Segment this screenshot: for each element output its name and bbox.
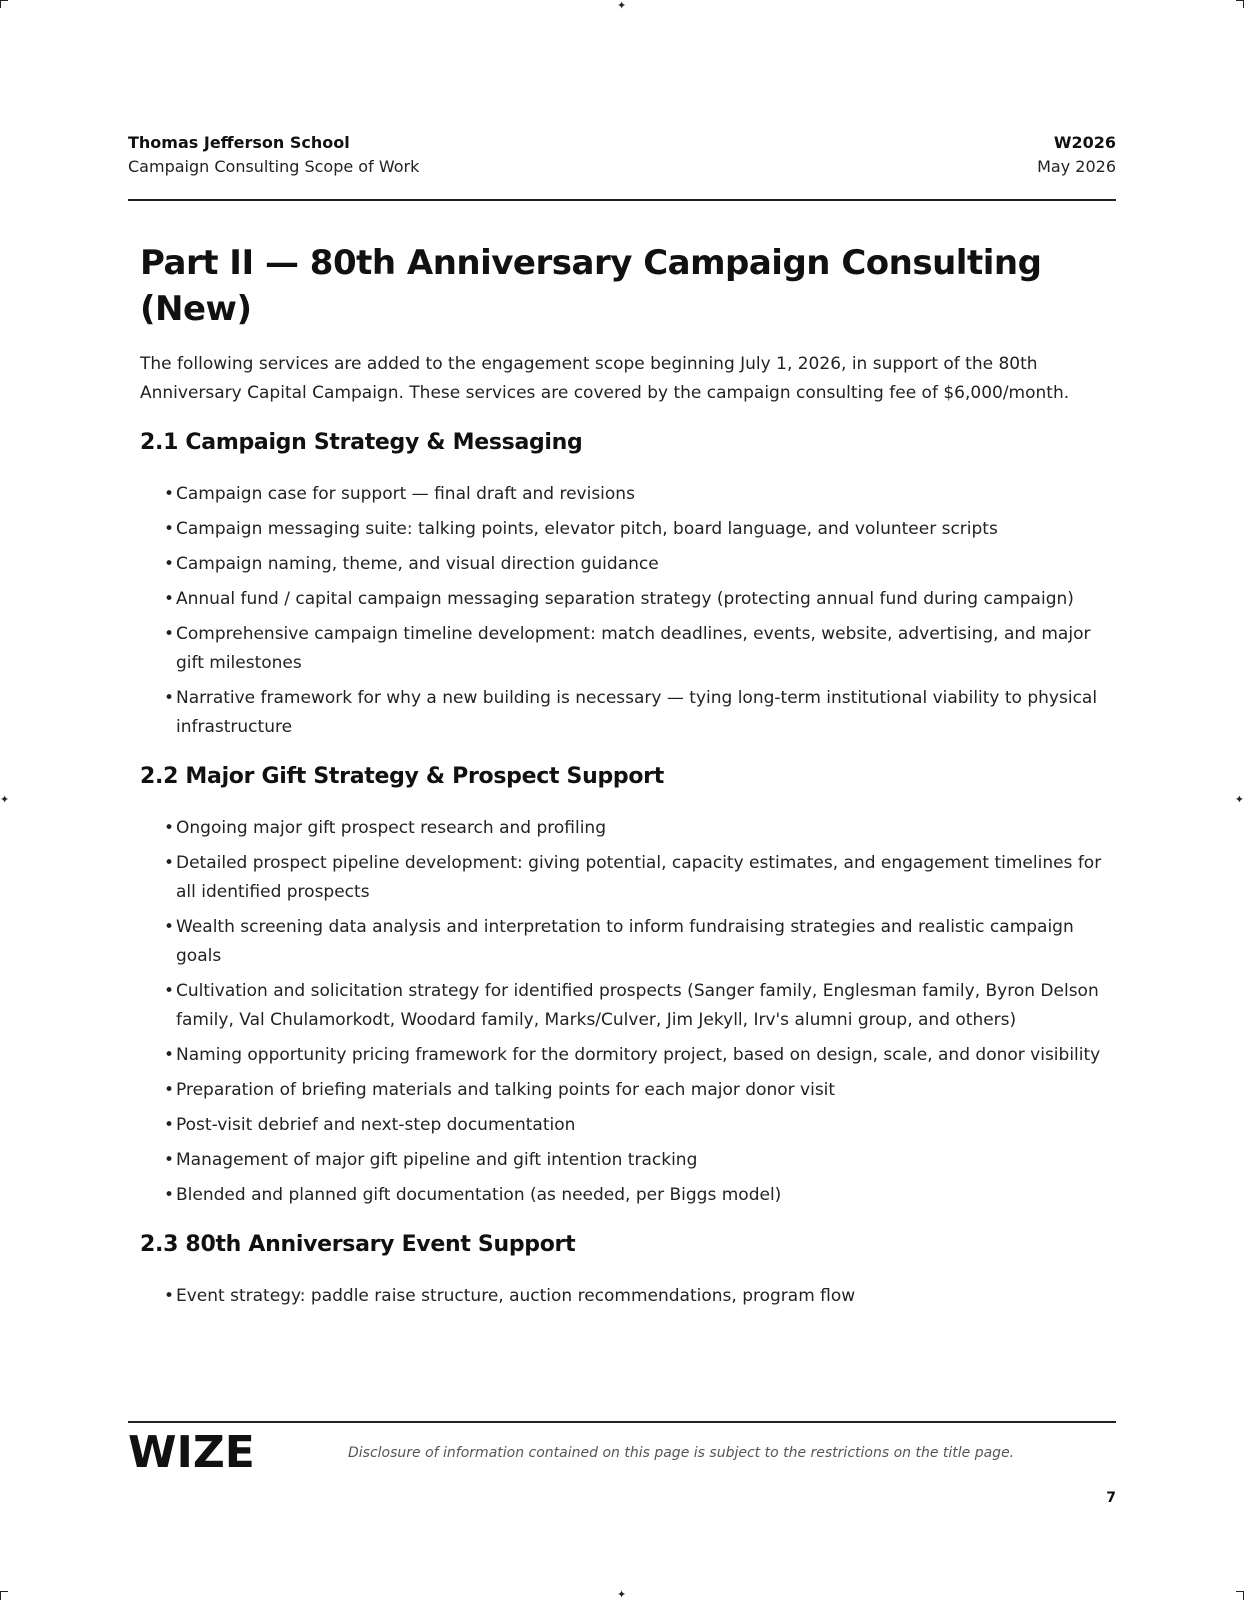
list-item: • Management of major gift pipeline and gift intention tracking [164,1146,1112,1175]
crop-mark-bottom-left-h [0,1591,8,1592]
document-title: Campaign Consulting Scope of Work [128,157,420,176]
header-left [128,132,419,180]
document-code: W2026 [1053,133,1116,152]
header-right [1037,132,1116,180]
header-divider [128,199,1116,201]
company-logo: WIZE [128,1427,255,1478]
list-item: • Narrative framework for why a new building is necessary — tying long-term institutional viability to physical infrastructure [164,684,1112,742]
list-item: • Annual fund / capital campaign messaging separation strategy (protecting annual fund during campaign) [164,585,1112,614]
crop-mark-bottom-left [0,1592,1,1600]
page-title: Part II — 80th Anniversary Campaign Consulting (New) [140,243,1042,329]
list-item: • Campaign messaging suite: talking points, elevator pitch, board language, and volunteer scripts [164,515,1112,544]
section-list [140,814,1112,1210]
section-heading: 2.1 Campaign Strategy & Messaging [140,430,583,455]
crop-mark-top-left-h [0,0,8,1]
crop-mark-top-left [0,0,1,8]
section-heading: 2.3 80th Anniversary Event Support [140,1232,576,1257]
list-item: • Post-visit debrief and next-step documentation [164,1111,1112,1140]
crop-mark-top-right-h [1236,0,1244,1]
list-item: • Comprehensive campaign timeline development: match deadlines, events, website, advertising, and major gift milestones [164,620,1112,678]
intro-paragraph: The following services are added to the engagement scope beginning July 1, 2026, in support of the 80th Anniversary Capital Campaign. These services are covered by the campaign consulting fee of $6,000/month. [140,354,1070,403]
page-number: 7 [1106,1490,1116,1506]
registration-mark-right: ✦ [1234,793,1244,806]
page-header [128,132,1116,180]
registration-mark-bottom: ✦ [617,1588,627,1601]
list-item: • Campaign case for support — final draft and revisions [164,480,1112,509]
document-date: May 2026 [1037,157,1116,176]
section-heading: 2.2 Major Gift Strategy & Prospect Support [140,764,664,789]
registration-mark-top: ✦ [617,0,627,12]
list-item: • Preparation of briefing materials and talking points for each major donor visit [164,1076,1112,1105]
list-item: • Naming opportunity pricing framework for the dormitory project, based on design, scale, and donor visibility [164,1041,1112,1070]
list-item: • Blended and planned gift documentation (as needed, per Biggs model) [164,1181,1112,1210]
list-item: • Cultivation and solicitation strategy for identified prospects (Sanger family, Englesman family, Byron Delson family, Val Chulamorkodt, Woodard family, Marks/Culver, Jim Jekyll, Irv's alumni group, and others) [164,977,1112,1035]
crop-mark-bottom-right-h [1236,1591,1244,1592]
main-content [140,240,1112,1317]
footer-divider [128,1421,1116,1423]
list-item: • Wealth screening data analysis and interpretation to inform fundraising strategies and realistic campaign goals [164,913,1112,971]
section-list [140,480,1112,742]
list-item: • Ongoing major gift prospect research and profiling [164,814,1112,843]
organization-name: Thomas Jefferson School [128,133,350,152]
list-item: • Detailed prospect pipeline development: giving potential, capacity estimates, and engagement timelines for all identified prospects [164,849,1112,907]
registration-mark-left: ✦ [0,793,10,806]
list-item: • Event strategy: paddle raise structure, auction recommendations, program flow [164,1282,1112,1311]
section-list [140,1282,1112,1311]
list-item: • Campaign naming, theme, and visual direction guidance [164,550,1112,579]
disclosure-note: Disclosure of information contained on this page is subject to the restrictions on the title page. [348,1445,1015,1461]
